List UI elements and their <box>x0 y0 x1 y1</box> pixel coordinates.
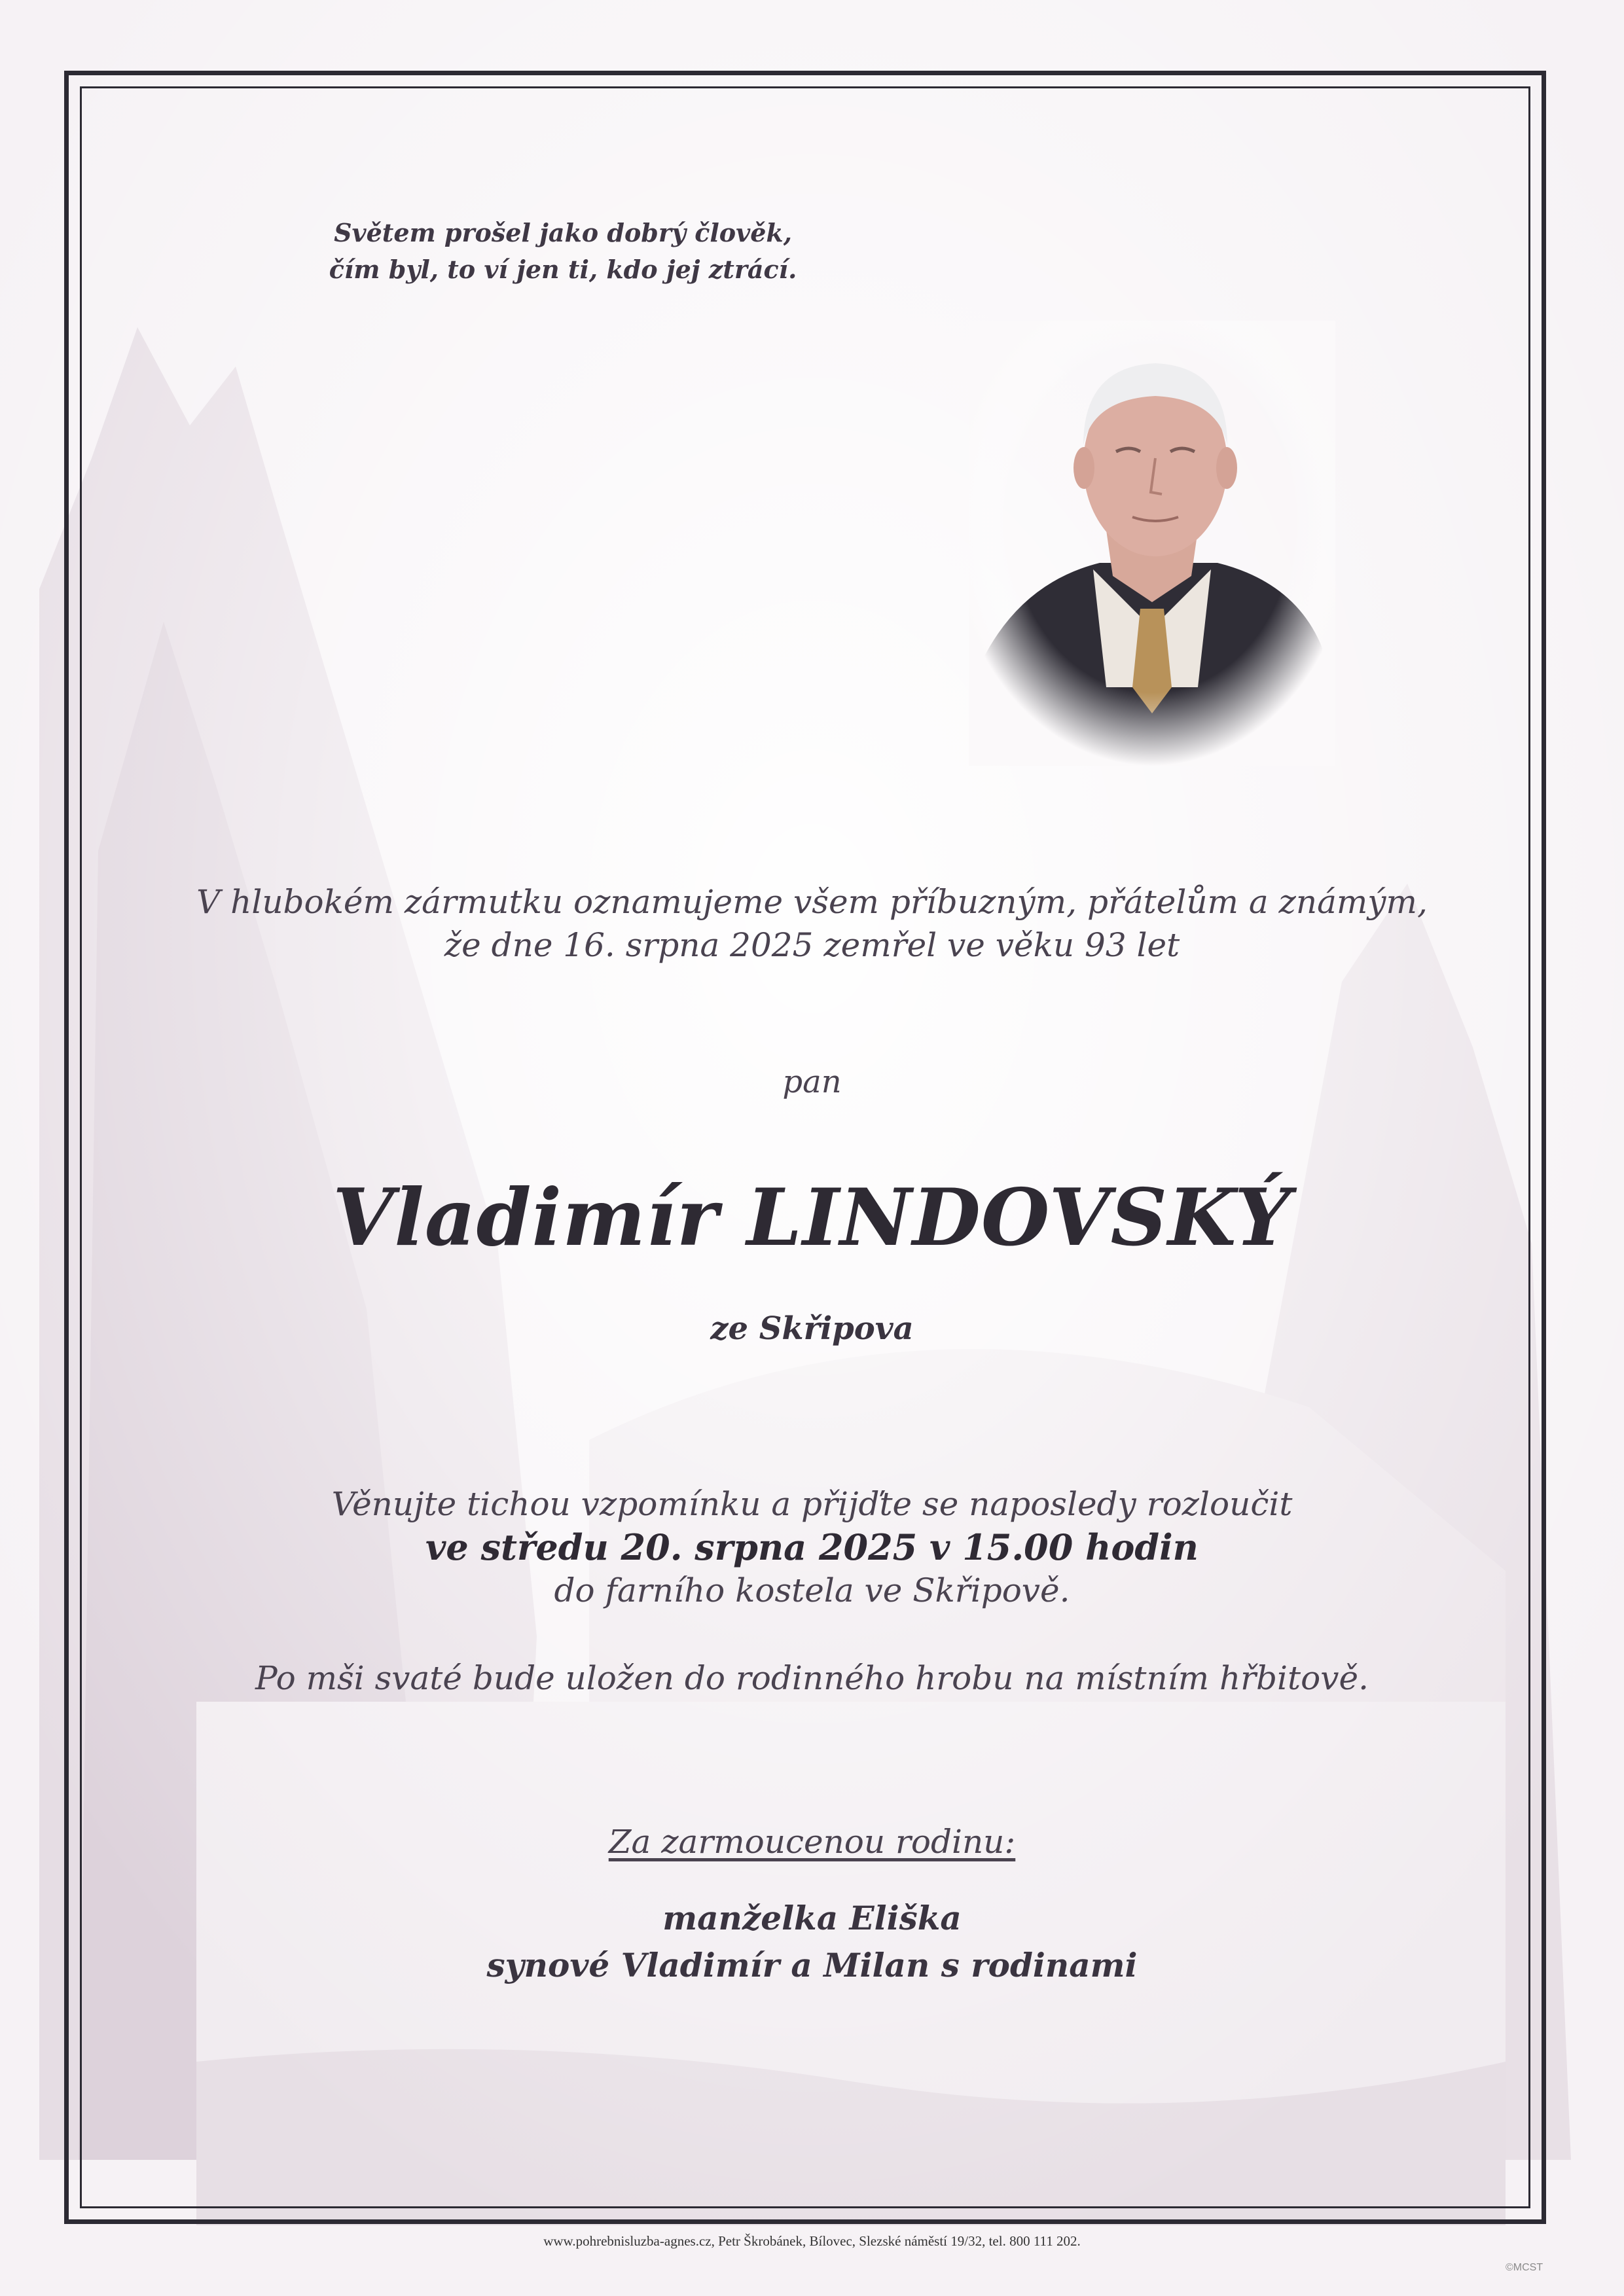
burial-note: Po mši svaté bude uložen do rodinného hrobu na místním hřbitově. <box>255 1659 1369 1697</box>
family-heading <box>0 1823 1624 1861</box>
origin-place: ze Skřipova <box>710 1310 914 1347</box>
honorific: pan <box>782 1064 842 1100</box>
family-member: manželka Eliška <box>662 1899 962 1937</box>
announcement-line-1: V hlubokém zármutku oznamujeme všem příbuzným, přátelům a známým, <box>196 883 1428 921</box>
portrait-photo <box>969 321 1335 766</box>
announcement-line-2: že dne 16. srpna 2025 zemřel ve věku 93 let <box>444 926 1180 964</box>
family-heading-text: Za zarmoucenou rodinu: <box>608 1823 1016 1861</box>
corner-code: ©MCST <box>1506 2262 1543 2273</box>
ceremony-location: do farního kostela ve Skřipově. <box>554 1571 1070 1609</box>
family-members <box>0 1895 1624 1989</box>
quote-line-2: čím byl, to ví jen ti, kdo jej ztrácí. <box>329 255 797 284</box>
quote-line-1: Světem prošel jako dobrý člověk, <box>334 218 792 247</box>
ceremony-info <box>0 1482 1624 1612</box>
family-member: synové Vladimír a Milan s rodinami <box>486 1946 1138 1984</box>
deceased-name: Vladimír LINDOVSKÝ <box>333 1172 1291 1264</box>
ceremony-date-time: ve středu 20. srpna 2025 v 15.00 hodin <box>425 1526 1199 1568</box>
announcement-text <box>0 880 1624 967</box>
memorial-quote <box>268 215 857 288</box>
ceremony-line-1: Věnujte tichou vzpomínku a přijďte se naposledy rozloučit <box>331 1485 1293 1523</box>
funeral-service-footer: www.pohrebnisluzba-agnes.cz, Petr Škrobánek, Bílovec, Slezské náměstí 19/32, tel. 800 111 202. <box>543 2233 1081 2249</box>
